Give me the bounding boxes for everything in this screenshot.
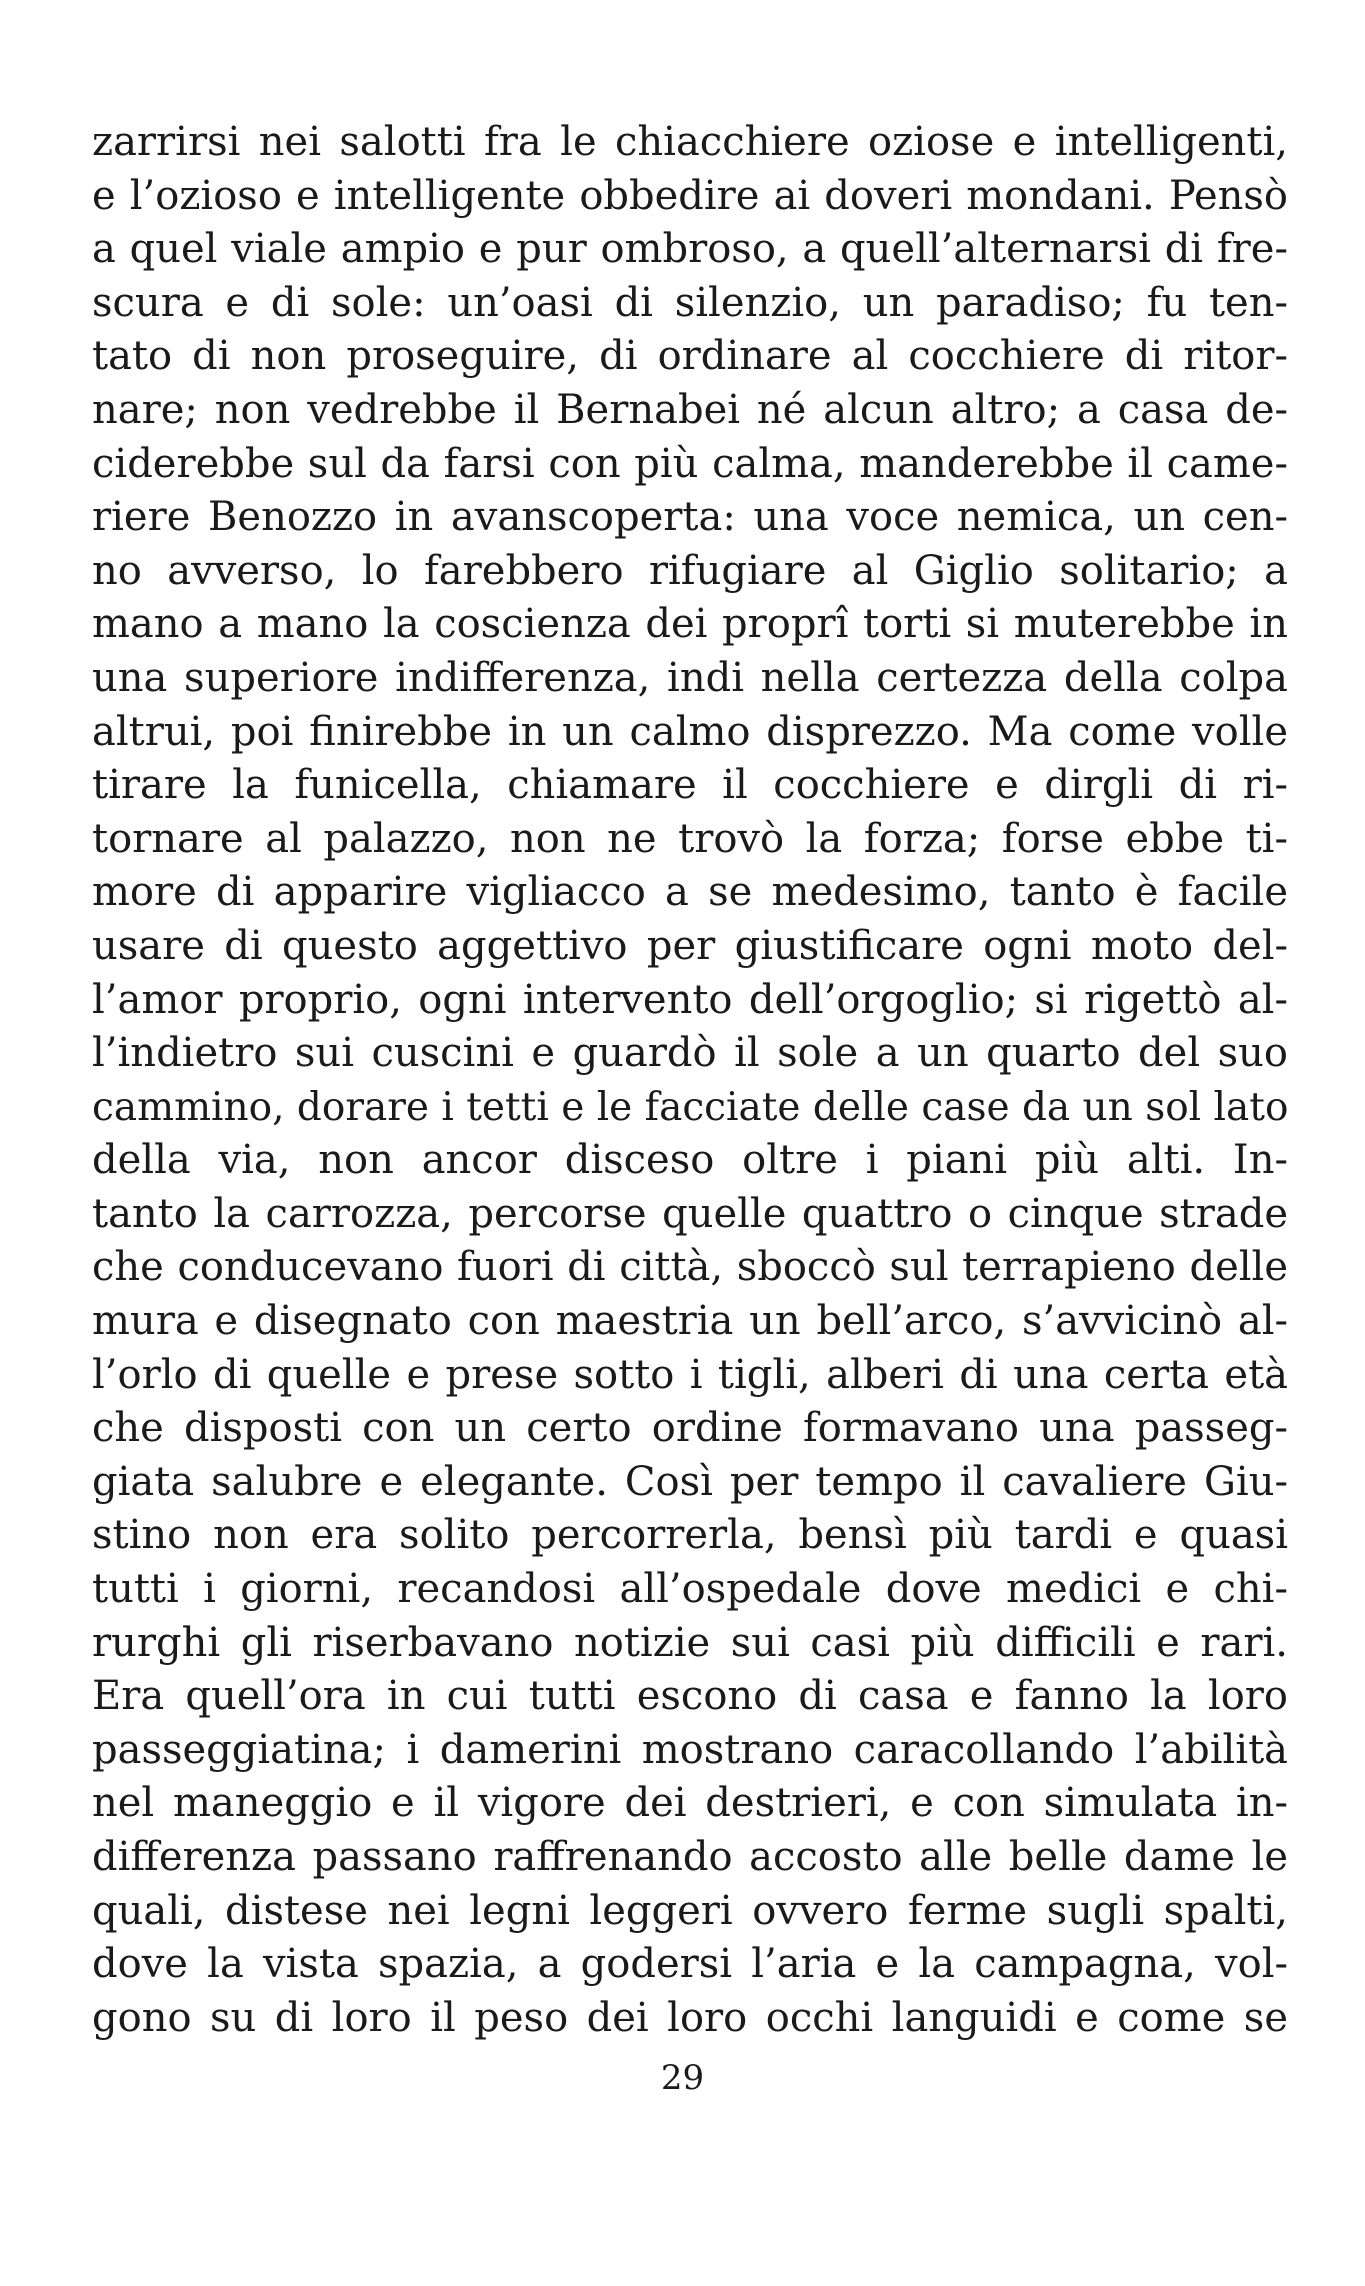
- page-number: 29: [660, 2058, 705, 2098]
- text-line: zarrirsi nei salotti fra le chiacchiere oziose e intelligenti,: [92, 119, 1288, 165]
- text-line: passeggiatina; i damerini mostrano caracollando l’abilità: [92, 1726, 1288, 1773]
- text-line: no avverso, lo farebbero rifugiare al Giglio solitario; a: [92, 547, 1288, 594]
- text-line: tornare al palazzo, non ne trovò la forza; forse ebbe ti-: [92, 815, 1288, 862]
- text-line: mura e disegnato con maestria un bell’arco, s’avvicinò al-: [92, 1298, 1288, 1345]
- text-line: altrui, poi finirebbe in un calmo disprezzo. Ma come volle: [92, 708, 1288, 755]
- text-line: l’amor proprio, ogni intervento dell’orgoglio; si rigettò al-: [92, 976, 1288, 1023]
- text-line: rurghi gli riserbavano notizie sui casi più difficili e rari.: [92, 1619, 1288, 1666]
- text-line: tanto la carrozza, percorse quelle quattro o cinque strade: [92, 1190, 1288, 1237]
- text-line: ciderebbe sul da farsi con più calma, manderebbe il came-: [92, 440, 1288, 487]
- text-line: e l’ozioso e intelligente obbedire ai doveri mondani. Pensò: [92, 172, 1288, 219]
- text-line: mano a mano la coscienza dei proprî torti si muterebbe in: [92, 601, 1288, 648]
- text-line: tutti i giorni, recandosi all’ospedale dove medici e chi-: [92, 1566, 1288, 1613]
- text-line: tato di non proseguire, di ordinare al cocchiere di ritor-: [92, 333, 1288, 380]
- body-text: [92, 116, 1288, 2045]
- text-line: l’orlo di quelle e prese sotto i tigli, alberi di una certa età: [92, 1351, 1288, 1398]
- text-line: una superiore indifferenza, indi nella certezza della colpa: [92, 654, 1288, 701]
- text-line: riere Benozzo in avanscoperta: una voce nemica, un cen-: [92, 494, 1288, 541]
- text-line: l’indietro sui cuscini e guardò il sole a un quarto del suo: [92, 1030, 1288, 1077]
- text-line: della via, non ancor disceso oltre i piani più alti. In-: [92, 1137, 1288, 1184]
- text-line: Era quell’ora in cui tutti escono di casa e fanno la loro: [92, 1673, 1288, 1720]
- text-line: giata salubre e elegante. Così per tempo il cavaliere Giu-: [92, 1458, 1288, 1505]
- text-line: differenza passano raffrenando accosto alle belle dame le: [92, 1834, 1288, 1880]
- text-line: a quel viale ampio e pur ombroso, a quell’alternarsi di fre-: [92, 226, 1288, 273]
- text-line: nel maneggio e il vigore dei destrieri, e con simulata in-: [92, 1780, 1288, 1827]
- text-line: nare; non vedrebbe il Bernabei né alcun altro; a casa de-: [92, 386, 1288, 433]
- text-line: che conducevano fuori di città, sboccò sul terrapieno delle: [92, 1244, 1288, 1291]
- text-line: dove la vista spazia, a godersi l’aria e la campagna, vol-: [92, 1941, 1288, 1988]
- text-line: tirare la funicella, chiamare il cocchiere e dirgli di ri-: [92, 762, 1288, 809]
- text-line: cammino, dorare i tetti e le facciate delle case da un sol lato: [92, 1084, 1289, 1130]
- text-line: usare di questo aggettivo per giustificare ogni moto del-: [92, 922, 1288, 969]
- text-line: scura e di sole: un’oasi di silenzio, un paradiso; fu ten-: [92, 279, 1288, 326]
- text-line: stino non era solito percorrerla, bensì più tardi e quasi: [92, 1512, 1288, 1559]
- text-line: more di apparire vigliacco a se medesimo, tanto è facile: [92, 869, 1288, 916]
- text-line: che disposti con un certo ordine formavano una passeg-: [92, 1405, 1288, 1452]
- text-line: quali, distese nei legni leggeri ovvero ferme sugli spalti,: [92, 1887, 1288, 1934]
- text-line: gono su di loro il peso dei loro occhi languidi e come se: [92, 1994, 1288, 2041]
